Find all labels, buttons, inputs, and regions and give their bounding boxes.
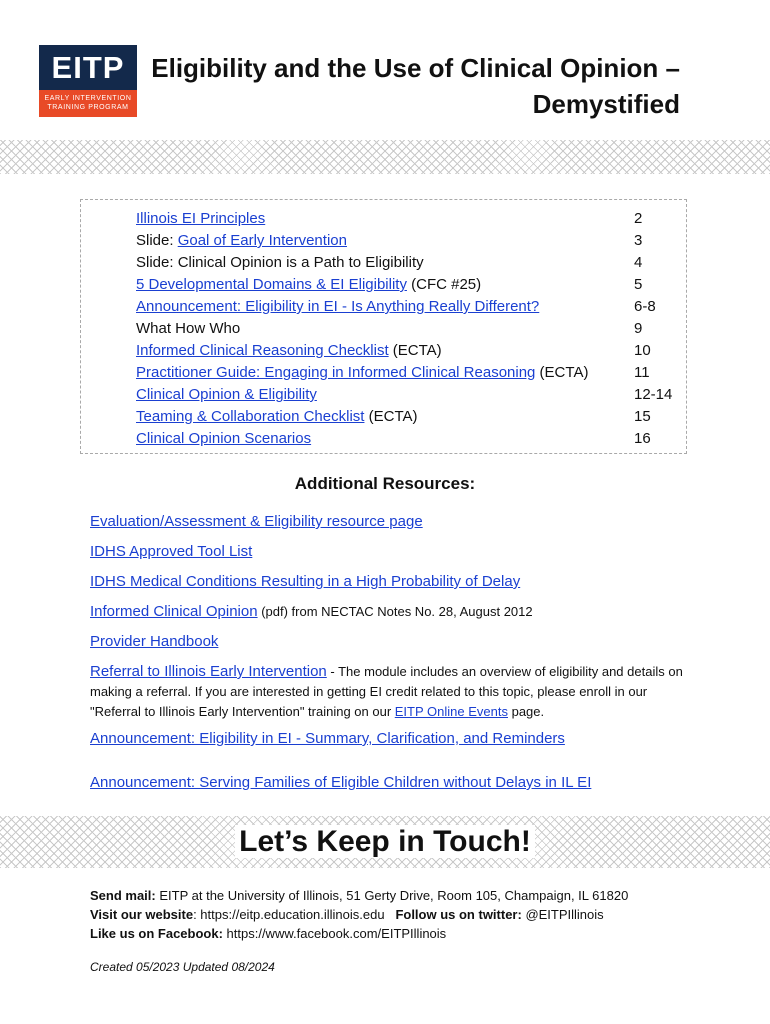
medical-conditions-link[interactable]: IDHS Medical Conditions Resulting in a High Probability of Delay [90,573,521,590]
toc-link[interactable]: Illinois EI Principles [136,210,266,227]
contact-mail: Send mail: EITP at the University of Illinois, 51 Gerty Drive, Room 105, Champaign, IL 61820 [90,888,629,903]
hatched-divider-top [0,140,770,174]
toc-row: 5 Developmental Domains & EI Eligibility (CFC #25) [136,276,482,293]
toc-row: What How Who [136,320,241,337]
keep-in-touch-heading: Let’s Keep in Touch! [0,822,770,862]
logo-sub-line1: EARLY INTERVENTION [44,95,132,102]
title-line1: Eligibility and the Use of Clinical Opinion – [151,53,680,83]
logo-main-text: EITP [39,45,137,90]
resource-item [90,572,520,592]
summary-announcement-link[interactable]: Announcement: Eligibility in EI - Summary, Clarification, and Reminders [90,730,565,747]
toc-link[interactable]: Informed Clinical Reasoning Checklist [136,342,389,359]
toc-page-number: 2 [634,210,643,227]
additional-resources-heading: Additional Resources: [294,474,476,493]
toc-row [136,384,317,406]
table-of-contents [80,199,687,454]
toc-row: Informed Clinical Reasoning Checklist (ECTA) [136,342,442,359]
eval-resource-link[interactable]: Evaluation/Assessment & Eligibility resource page [90,513,423,530]
toc-link[interactable]: Practitioner Guide: Engaging in Informed Clinical Reasoning [136,364,536,381]
resource-item [90,773,591,793]
informed-opinion-desc: (pdf) from NECTAC Notes No. 28, August 2012 [257,604,533,619]
page-title [150,50,680,122]
toc-page-number: 3 [634,232,643,249]
referral-resource: Referral to Illinois Early Intervention - The module includes an overview of eligibility and details on making a referral. If you are interested in getting EI credit related to this topic, please enroll in our "Referral to Illinois Early Intervention" training on our EITP Online Events page. [90,663,683,719]
toc-row: Practitioner Guide: Engaging in Informed Clinical Reasoning (ECTA) [136,364,589,381]
toc-link[interactable]: Clinical Opinion & Eligibility [136,386,317,403]
tool-list-link[interactable]: IDHS Approved Tool List [90,543,253,560]
toc-page-number: 15 [634,408,651,425]
eitp-logo [39,45,137,117]
toc-page-number: 5 [634,276,643,293]
resource-item [90,512,423,532]
resource-item [90,632,218,652]
toc-link[interactable]: Announcement: Eligibility in EI - Is Anything Really Different? [136,298,540,315]
toc-row [136,296,539,318]
logo-sub-line2: TRAINING PROGRAM [47,104,129,111]
resource-item [90,729,565,749]
referral-link[interactable]: Referral to Illinois Early Intervention [90,663,327,680]
toc-page-number: 4 [634,254,643,271]
toc-page-number: 11 [634,364,650,381]
contact-facebook: Like us on Facebook: https://www.facebook.com/EITPIllinois [90,926,447,941]
toc-page-number: 9 [634,320,643,337]
toc-link[interactable]: Clinical Opinion Scenarios [136,430,312,447]
created-date: Created 05/2023 Updated 08/2024 [90,960,275,974]
informed-opinion-link[interactable]: Informed Clinical Opinion [90,603,258,620]
provider-handbook-link[interactable]: Provider Handbook [90,633,219,650]
toc-page-number: 10 [634,342,651,359]
toc-page-number: 16 [634,430,651,447]
title-line2: Demystified [532,89,680,119]
toc-row: Slide: Clinical Opinion is a Path to Eligibility [136,254,424,271]
logo-subtitle [39,90,137,117]
toc-row: Teaming & Collaboration Checklist (ECTA) [136,408,418,425]
eitp-online-events-link[interactable]: EITP Online Events [394,704,508,719]
referral-desc: - The module includes an overview of eligibility and details on making a referral. If you are interested in getting EI credit related to this topic, please enroll in our "Referral to Illinois Early Intervention" training on our [90,664,683,719]
toc-link[interactable]: 5 Developmental Domains & EI Eligibility [136,276,407,293]
toc-row [136,428,311,450]
contact-web-twitter: Visit our website: https://eitp.education.illinois.edu Follow us on twitter: @EITPIllinois [90,907,604,922]
serving-families-link[interactable]: Announcement: Serving Families of Eligible Children without Delays in IL EI [90,774,592,791]
toc-row: Slide: Goal of Early Intervention [136,232,347,249]
toc-page-number: 6-8 [634,298,656,315]
resource-item [90,542,252,562]
toc-page-number: 12-14 [634,386,673,403]
toc-link[interactable]: Teaming & Collaboration Checklist [136,408,365,425]
toc-link[interactable]: Goal of Early Intervention [177,232,347,249]
resource-item [90,602,533,622]
toc-row [136,208,265,230]
